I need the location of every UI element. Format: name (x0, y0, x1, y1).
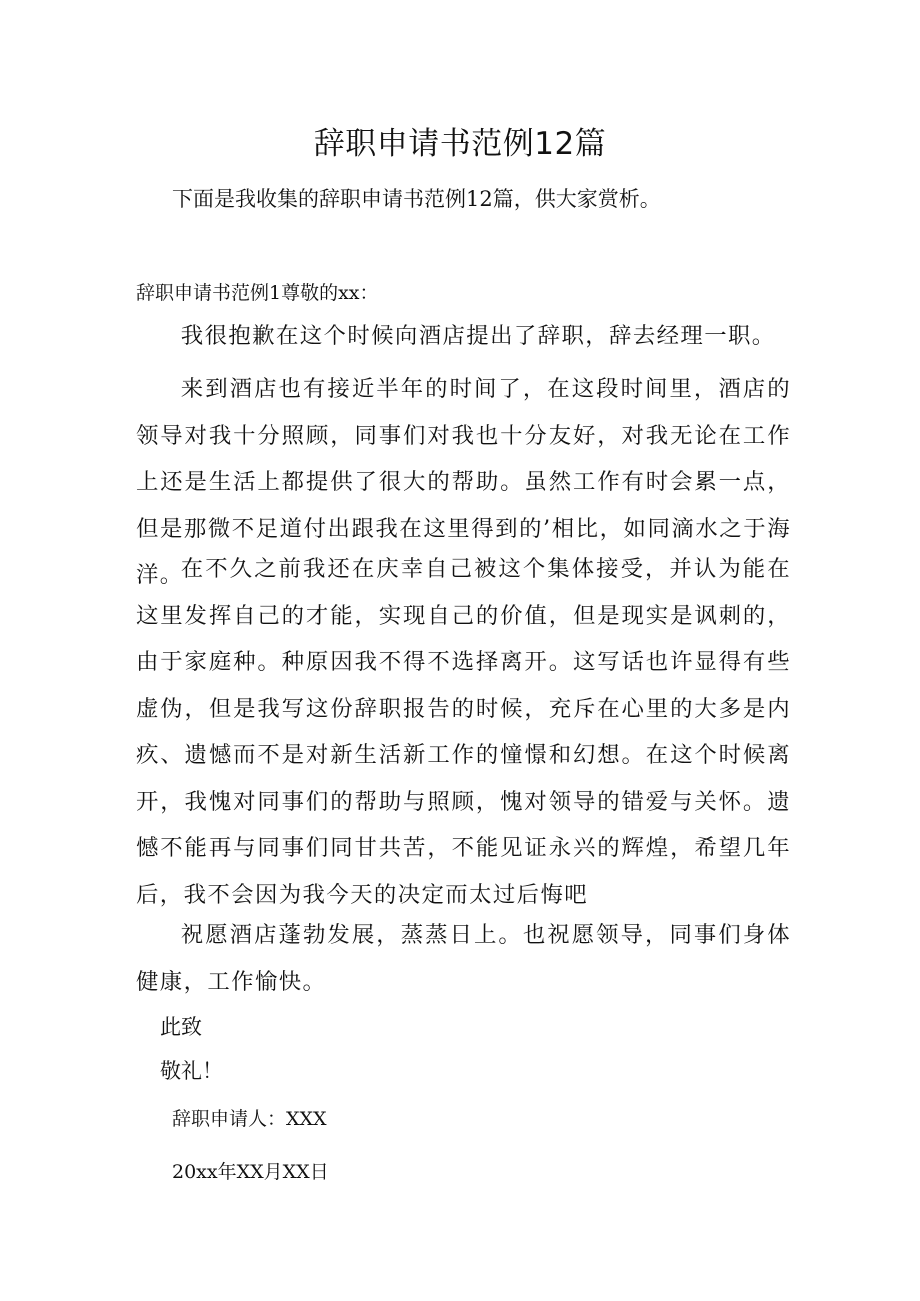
body-paragraph-1: 我很抱歉在这个时候向酒店提出了辞职，辞去经理一职。 (180, 323, 776, 349)
closing-regards: 敬礼！ (160, 1059, 223, 1083)
document-title: 辞职申请书范例12篇 (313, 126, 607, 162)
closing-salutation: 此致 (160, 1015, 202, 1039)
intro-text: 下面是我收集的辞职申请书范例12篇，供大家赏析。 (172, 187, 661, 211)
signer-line: 辞职申请人：XXX (172, 1108, 327, 1130)
date-line: 20xx年XX月XX日 (172, 1161, 329, 1183)
body-paragraph-4: 祝愿酒店蓬勃发展，蒸蒸日上。也祝愿领导，同事们身体健康，工作愉快。 (136, 922, 791, 995)
body-paragraph-2: 来到酒店也有接近半年的时间了，在这段时间里，酒店的领导对我十分照顾，同事们对我也十分友好，对我无论在工作上还是生活上都提供了很大的帮助。虽然工作有时会累一点，但是那微不足道付出跟我在这里得到的’相比，如同滴水之于海洋。 (136, 376, 791, 588)
section-heading: 辞职申请书范例1尊敬的xx： (136, 282, 379, 304)
body-paragraph-3: 在不久之前我还在庆幸自己被这个集体接受，并认为能在这里发挥自己的才能，实现自己的价值，但是现实是讽刺的，由于家庭种。种原因我不得不选择离开。这写话也许显得有些虚伪，但是我写这份辞职报告的时候，充斥在心里的大多是内疚、遗憾而不是对新生活新工作的憧憬和幻想。在这个时候离开，我愧对同事们的帮助与照顾，愧对领导的错爱与关怀。遗憾不能再与同事们同甘共苦，不能见证永兴的辉煌，希望几年后，我不会因为我今天的决定而太过后悔吧 (136, 556, 791, 908)
